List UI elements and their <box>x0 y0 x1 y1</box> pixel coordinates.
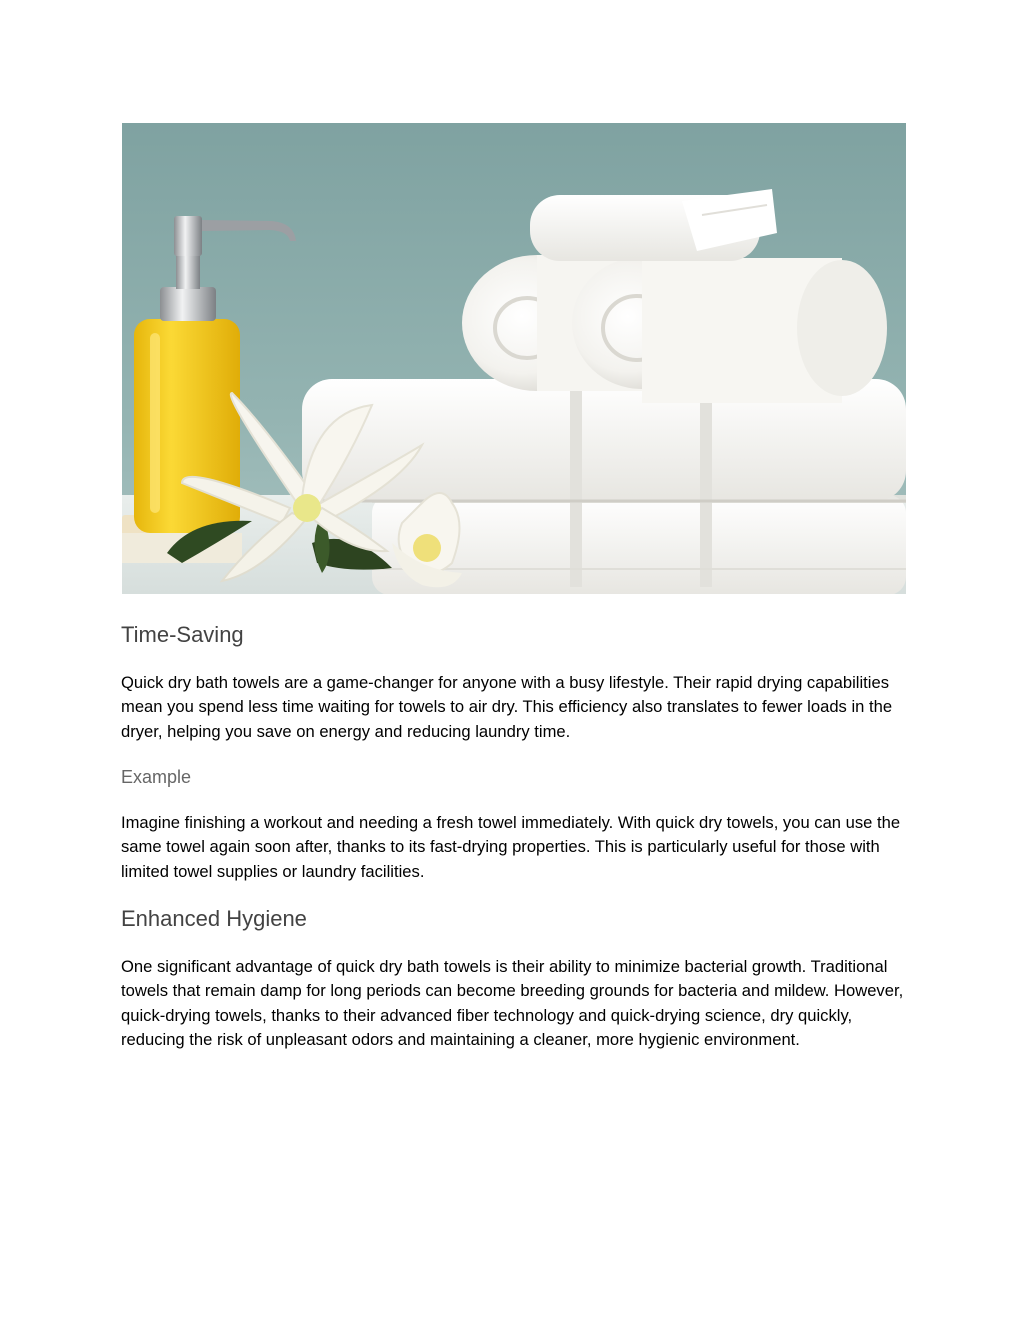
paragraph-enhanced-hygiene: One significant advantage of quick dry bath towels is their ability to minimize bacterial growth. Traditional towels that remain damp for long periods can become breeding grounds for bacteria and mildew. However, quick-drying towels, thanks to their advanced fiber technology and quick-drying science, dry quickly, reducing the risk of unpleasant odors and maintaining a cleaner, more hygienic environment. <box>121 957 904 1050</box>
section-heading-time-saving: Time-Saving <box>121 622 244 647</box>
folded-towel-stack-icon <box>302 379 906 594</box>
paragraph-time-saving: Quick dry bath towels are a game-changer for anyone with a busy lifestyle. Their rapid drying capabilities mean you spend less time waiting for towels to air dry. This efficiency also translates to fewer loads in the dryer, helping you save on energy and reducing laundry time. <box>121 673 893 741</box>
paragraph-example: Imagine finishing a workout and needing a fresh towel immediately. With quick dry towels, you can use the same towel again soon after, thanks to its fast-drying properties. This is particularly useful for those with limited towel supplies or laundry facilities. <box>121 813 901 881</box>
section-heading-enhanced-hygiene: Enhanced Hygiene <box>121 906 307 931</box>
subheading-example: Example <box>121 767 192 787</box>
hero-image <box>122 123 906 594</box>
